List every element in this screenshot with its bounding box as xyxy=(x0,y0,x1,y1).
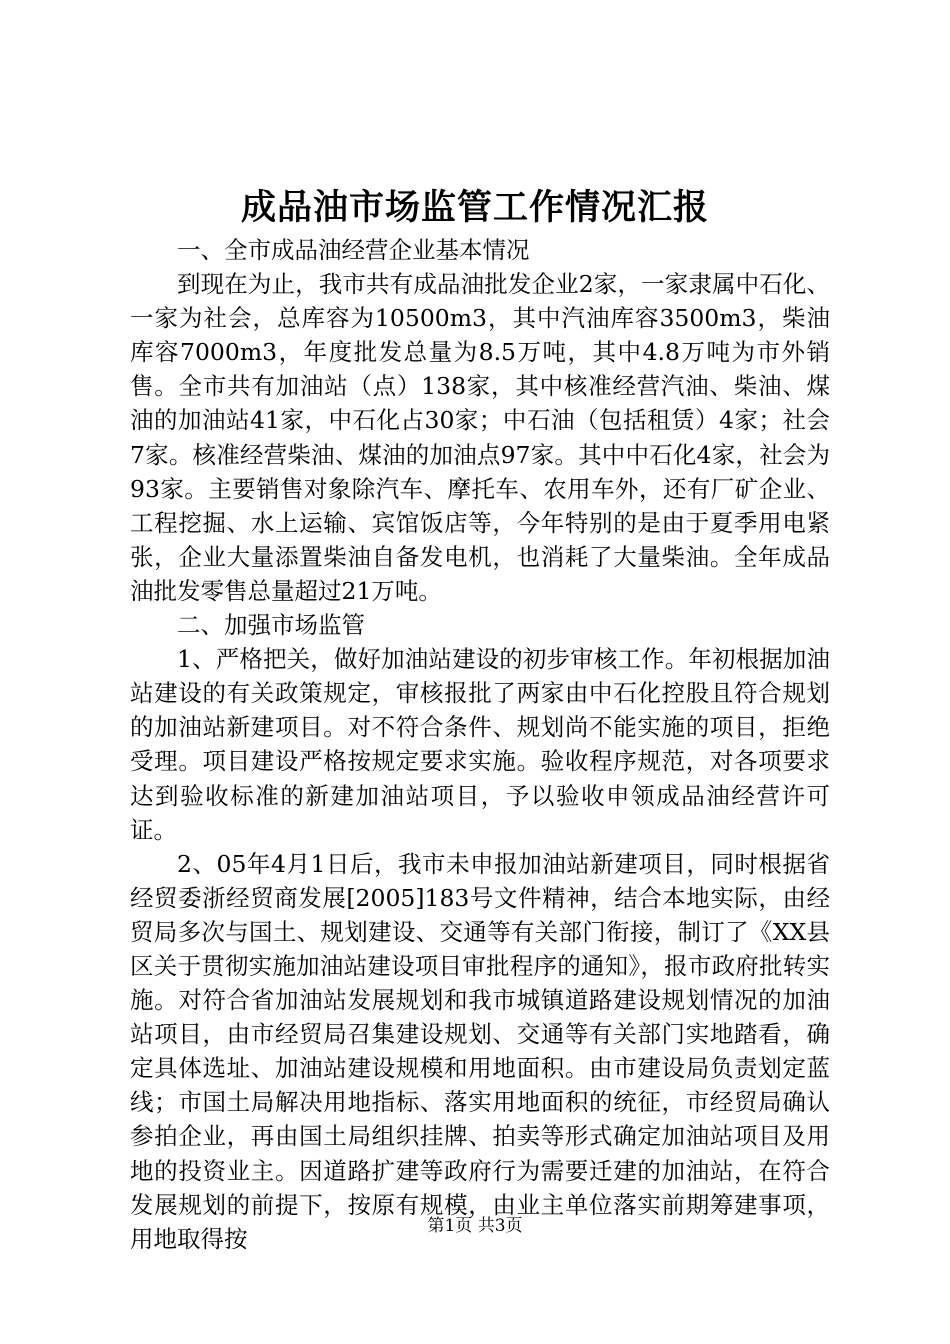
document-title: 成品油市场监管工作情况汇报 xyxy=(240,187,709,228)
document-body xyxy=(130,233,830,1256)
page-footer: 第1页 共3页 xyxy=(427,1216,523,1236)
paragraph-item-2: 2、05年4月1日后，我市未申报加油站新建项目，同时根据省经贸委浙经贸商发展[2005]183号文件精神，结合本地实际，由经贸局多次与国土、规划建设、交通等有关部门衔接，制订了《XX县区关于贯彻实施加油站建设项目审批程序的通知》，报市政府批转实施。对符合省加油站发展规划和我市城镇道路建设规划情况的加油站项目，由市经贸局召集建设规划、交通等有关部门实地踏看，确定具体选址、加油站建设规模和用地面积。由市建设局负责划定蓝线；市国土局解决用地指标、落实用地面积的统征，市经贸局确认参拍企业，再由国土局组织挂牌、拍卖等形式确定加油站项目及用地的投资业主。因道路扩建等政府行为需要迁建的加油站，在符合发展规划的前提下，按原有规模，由业主单位落实前期筹建事项，用地取得按 xyxy=(130,849,830,1253)
paragraph-item-1: 1、严格把关，做好加油站建设的初步审核工作。年初根据加油站建设的有关政策规定，审核报批了两家由中石化控股且符合规划的加油站新建项目。对不符合条件、规划尚不能实施的项目，拒绝受理。项目建设严格按规定要求实施。验收程序规范，对各项要求达到验收标准的新建加油站项目，予以验收申领成品油经营许可证。 xyxy=(130,645,830,844)
section-heading-2: 二、加强市场监管 xyxy=(177,611,365,640)
section-heading-1: 一、全市成品油经营企业基本情况 xyxy=(177,236,530,264)
paragraph-basic-info: 到现在为止，我市共有成品油批发企业2家，一家隶属中石化、一家为社会，总库容为10500m3，其中汽油库容3500m3，柴油库容7000m3，年度批发总量为8.5万吨，其中4.8万吨为市外销售。全市共有加油站（点）138家，其中核准经营汽油、柴油、煤油的加油站41家，中石化占30家；中石油（包括租赁）4家；社会7家。核准经营柴油、煤油的加油点97家。其中中石化4家，社会为93家。主要销售对象除汽车、摩托车、农用车外，还有厂矿企业、工程挖掘、水上运输、宾馆饭店等，今年特别的是由于夏季用电紧张，企业大量添置柴油自备发电机，也消耗了大量柴油。全年成品油批发零售总量超过21万吨。 xyxy=(130,270,830,605)
